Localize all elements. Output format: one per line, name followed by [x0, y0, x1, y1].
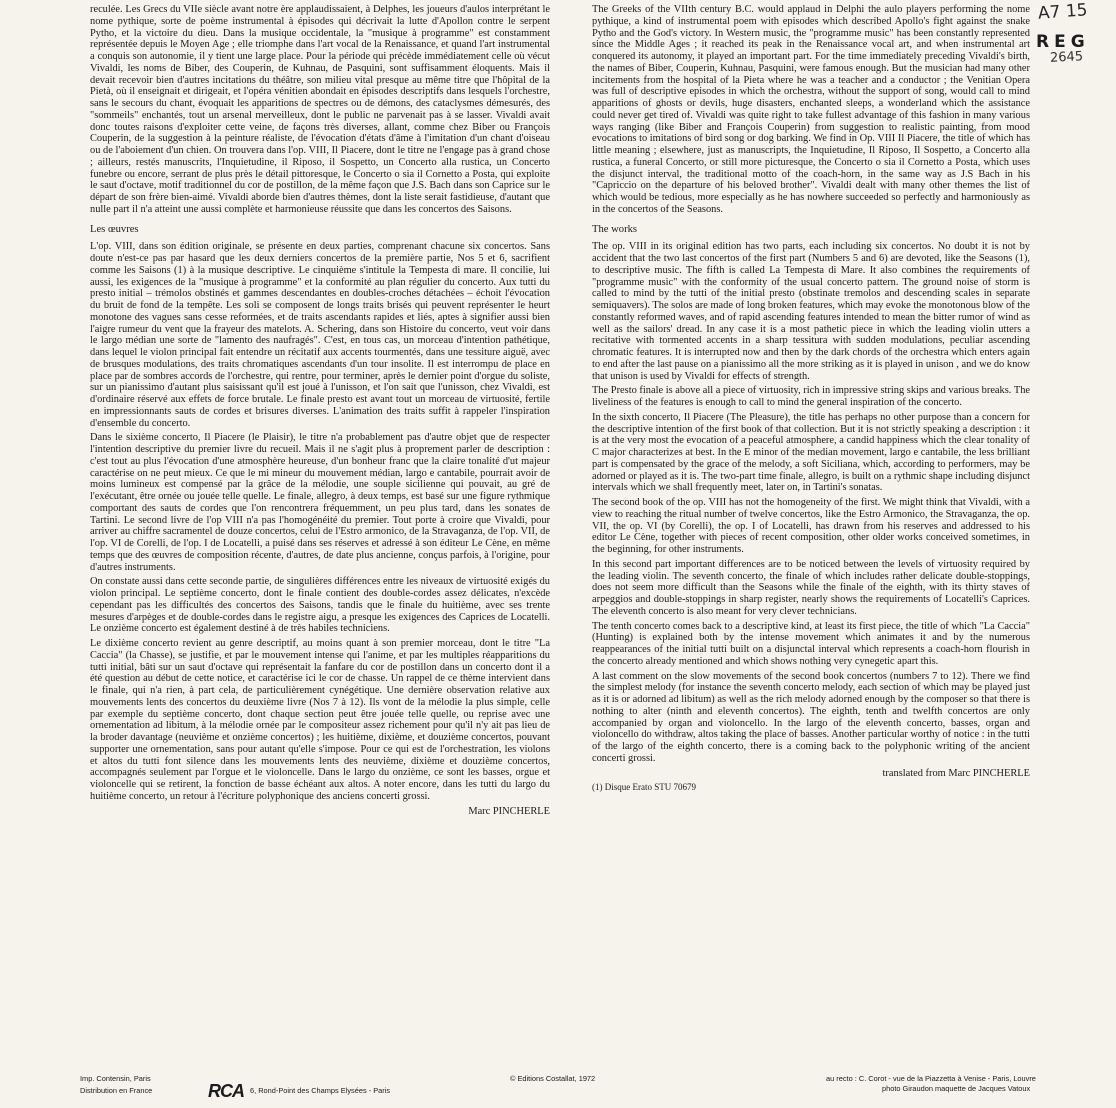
english-paragraph: A last comment on the slow movements of the second book concertos (numbers 7 to 12). There we find the simplest melody (for instance the seventh concerto melody, each section of which may be played just as it is or adorned ad libitum) as well as the rich melody adorned enough by the composer so that there is nothing to alter (ninth and eleventh concertos). The eighth, tenth and twelfth concertos are only accompanied by organ and violoncello. In the largo of the eleventh concerto, basses, organ and violoncello do withdraw, altos taking the place of basses. Another particular worthy of notice : in the tutti of the largo of the eighth concerto, there is a coming back to the polyphonic writing of the ancient concerti grossi. [592, 670, 1030, 764]
footer [0, 1072, 1116, 1106]
french-paragraph: Le dixième concerto revient au genre descriptif, au moins quant à son premier morceau, dont le titre "La Caccia" (la Chasse), se justifie, et par le mouvement intense qui l'anime, et par les multiples réapparitions du tutti initial, bâti sur un saut d'octave qui représentait la fanfare du cor de postillon dans un concerto dont il a été question au début de cette notice, et caractérise ici le cor de chasse. Un rappel de ce thème intervient dans le finale, qui n'a rien, à part cela, de particulièrement cynégétique. Une dernière observation relative aux mouvements lents des concertos du deuxième livre (Nos 7 à 12). Ils vont de la mélodie la plus simple, celle par exemple du septième concerto, dont chaque section peut être jouée telle quelle, ou reprise avec une ornementation ad libitum, à la mélodie ornée par le compositeur assez richement pour qu'il n'y ait pas lieu de la broder davantage (neuvième et onzième concertos) ; les huitième, dixième, et douzième concertos, pouvant supporter une ornementation, sans pour autant qu'elle s'impose. Pour ce qui est de l'orchestration, les violons et altos du tutti font silence dans les mouvements lents des neuvième, dixième et douzième concertos, accompagnés seulement par l'orgue et le violoncelle. Dans le largo du onzième, ce sont les basses, orgue et violoncelle qui se retirent, la fonction de basse échéant aux altos. A noter encore, dans les tutti du largo du huitième concerto, un retour à l'écriture polyphonique des anciens concerti grossi. [90, 638, 550, 802]
photo-credit: photo Giraudon maquette de Jacques Vatoux [882, 1084, 1031, 1093]
footnote: (1) Disque Erato STU 70679 [592, 782, 696, 793]
english-paragraph: The second book of the op. VIII has not the homogeneity of the first. We might think that Vivaldi, with a view to reaching the ritual number of twelve concertos, like the Estro Armonico, the Stravaganza, the op. VII, the op. VI (by Corelli), the op. I of Locatelli, has drawn from his reserves and addressed to his editor Le Cène, together with pieces of recent composition, other older works conceived sometimes, in the beginning, for other instruments. [592, 497, 1030, 555]
french-paragraph: L'op. VIII, dans son édition originale, se présente en deux parties, comprenant chacune six concertos. Sans doute n'est-ce pas par hasard que les deux derniers concertos de la première partie, Nos 5 et 6, sacrifient comme les Saisons (1) à la musique descriptive. Le cinquième s'intitule la Tempesta di mare. Il concilie, lui aussi, les exigences de la "musique à programme" et la conformité au plan régulier du concerto. Aux tutti du presto initial – trémolos obstinés et gammes descendantes en doubles-croches détachées – échoit l'évocation du bruit de fond de la tempête. Les soli se composent de longs traits brisés qui peuvent représenter le heurt monotone des vagues sans cesse reformées, et de traits ascendants rapides et liés, aptes à signifier aussi bien l'aigre rumeur du vent que la frayeur des matelots. A. Schering, dans son Histoire du concerto, veut voir dans le largo médian une sorte de "lamento des naufragés". C'est, en tous cas, un morceau d'intention pathétique, dans lequel le violon principal fait entendre un récitatif aux accents tourmentés, dans une tessiture aiguë, avec de brusques modulations, des traits chromatiques ascendants d'un tour insolite. Il est interrompu de place en place par de sombres accords de l'orchestre, qui rentre, pour terminer, après le dernier point d'orgue du soliste, sur un pianissimo d'autant plus saisissant qu'il est joué à l'unisson, et l'on sait que l'unisson, chez Vivaldi, est d'ordinaire réservé aux effets de force brutale. Le finale presto est avant tout un morceau de virtuosité, fertile en impressionnants sauts de cordes et brisures diverses. L'animation des traits suffit à rappeler l'inspiration d'ensemble du concerto. [90, 241, 550, 429]
handwritten-number: 2645 [1049, 49, 1084, 66]
english-paragraph: The op. VIII in its original edition has two parts, each including six concertos. No doubt it is not by accident that the two last concertos of the first part (Numbers 5 and 6) are devoted, like the Seasons (1), to descriptive music. The fifth is called La Tempesta di Mare. It also combines the requirements of "programme music" with the conformity of the usual concerto pattern. The ground noise of storm is called to mind by the tutti of the initial presto (obstinate tremolos and descending scales in separate semiquavers). The solos are made of long broken features, which may evoke the monotonous blow of the constantly reformed waves, and of rapid ascending features intended to mean the bitter rumor of wind as well as the sailors' dread. In any case it is a most pathetic piece in which the leading violin utters a recitative with tormented accents in a sharp tessitura with sudden modulations, peculiar ascending chromatic features. It is interrupted now and then by the dark chords of the orchestra which enters again to end after the last pause on a pianissimo all the more striking as it is played in unison , and we do know that unison is used by Vivaldi for effects of strength. [592, 241, 1030, 382]
french-heading-works: Les œuvres [90, 223, 139, 235]
english-column [592, 4, 1030, 797]
copyright: © Editions Costallat, 1972 [510, 1074, 596, 1083]
french-intro: reculée. Les Grecs du VIIe siècle avant notre ère applaudissaient, à Delphes, les joueurs d'aulos interprétant le nome pythique, sorte de poème instrumental à épisodes qui décrivait la lutte d'Apollon contre le serpent Pytho, et la victoire du dieu. Dans la musique occidentale, la "musique à programme" est constamment représentée depuis le Moyen Age ; elle triomphe dans l'art vocal de la Renaissance, et quand l'art instrumental a conquis son autonomie, il y tient une large place. Pour la période qui précède immédiatement celle où vécut Vivaldi, les noms de Biber, des Couperin, de Kuhnau, de Pasquini, sont suffisamment éloquents. Mais il devait recevoir bien d'autres incitations du théâtre, son milieu vital presque au même titre que l'hôpital de la Pietà, où il enseignait et dirigeait, et l'opéra vénitien abondait en épisodes descriptifs dans lesquels l'orchestre, sans le secours du chant, évoquait les apparitions de spectres ou de démons, des cataclysmes démesurés, des "sommeils" enchantés, tout un arsenal merveilleux, dont le public ne parvenait pas à se lasser. Vivaldi avait donc toutes raisons d'exploiter cette veine, de façons très diverses, allant, comme chez Biber ou François Couperin, de la suggestion à la peinture réaliste, de l'évocation d'états d'âme à l'imitation d'un chant d'oiseau ou de l'aboiement d'un chien. On trouvera dans l'op. VIII, Il Piacere, dont le titre ne l'engage pas à grand chose ; ailleurs, restés manuscrits, l'Inquietudine, il Riposo, il Sospetto, un Concerto alla rustica, un Concerto funebre ou encore, serrant de plus près le détail pittoresque, le Concerto o sia il Cornetto a Posta, qui exploite le saut d'octave, motif traditionnel du cor de postillon, de la même façon que J.S. Bach dans son Caprice sur le départ de son frère bien-aimé. Vivaldi aborde bien d'autres thèmes, dont la liste serait fastidieuse, d'autant que nulle part il n'a atteint une aussi complète et harmonieuse réussite que dans les concertos des Saisons. [90, 4, 550, 215]
registry-stamp: REG [1036, 32, 1090, 52]
english-paragraph: In this second part important differences are to be noticed between the levels of virtuosity required by the leading violin. The seventh concerto, the finale of which includes rather delicate double-stoppings, does not seem more difficult than the Seasons while the finale of the eighth, with its thirty staves of arpeggios and double-stoppings in sharp register, nearly shows the requirements of Locatelli's Caprices. The eleventh concerto is also meant for very clever technicians. [592, 558, 1030, 617]
english-paragraph: In the sixth concerto, Il Piacere (The Pleasure), the title has perhaps no other purpose than a concern for the descriptive intention of the first book of that collection. But it is not strictly speaking a description : it is at the very most the evocation of a peaceful atmosphere, a candid happiness which the clear tonality of C major characterizes at best. In the E minor of the median movement, largo e cantabile, the less brilliant part is compensated by the grace of the melody, a soft Siciliana, which, according to performers, may be adorned or played as it is. The two-part time finale, allegro, is built on a rythmic shape including disjunct intervals which we shall frequently meet, later on, in Tartini's sonatas. [592, 411, 1030, 494]
french-paragraph: Dans le sixième concerto, Il Piacere (le Plaisir), le titre n'a probablement pas d'autre objet que de respecter l'intention descriptive du premier livre du recueil. Mais il ne s'agit plus à proprement parler de description : c'est tout au plus l'évocation d'une atmosphère heureuse, d'un bonheur franc que la claire tonalité d'ut majeur caractérise on ne peut mieux. Ce que le mi mineur du mouvement médian, largo e cantabile, pourrait avoir de moins lumineux est compensé par la grâce de la mélodie, une souple sicilienne qui pouvait, au gré de l'exécutant, être ornée ou jouée telle quelle. Le finale, allegro, à deux temps, est basé sur une figure rythmique comportant des sauts de cordes que l'on rencontrera fréquemment, un peu plus tard, dans les sonates de Tartini. Le second livre de l'op VIII n'a pas l'homogénéité du premier. Tout porte à croire que Vivaldi, pour arriver au chiffre sacramentel de douze concertos, celui de l'Estro armonico, de la Stravaganza, de l'op. VII, de l'op. VI de Corelli, de l'op. I de Locatelli, a puisé dans ses réserves et adressé à son éditeur Le Cène, en même temps que des œuvres de composition récente, d'autres, de date plus ancienne, conçus parfois, à l'origine, pour d'autres instruments. [90, 432, 550, 573]
cover-credit: au recto : C. Corot - vue de la Piazzetta à Venise - Paris, Louvre [826, 1074, 1036, 1083]
address: 6, Rond-Point des Champs Elysées - Paris [250, 1086, 391, 1095]
rca-logo: RCA [208, 1081, 244, 1101]
distribution-label: Distribution en France [80, 1086, 153, 1095]
english-signature: translated from Marc PINCHERLE [882, 767, 1030, 779]
english-paragraph: The Presto finale is above all a piece of virtuosity, rich in impressive string skips and various breaks. The liveliness of the features is enough to call to mind the general inspiration of the concerto. [592, 385, 1030, 408]
english-intro: The Greeks of the VIIth century B.C. would applaud in Delphi the aulo players performing the nome pythique, a kind of instrumental poem with episodes which described Apollo's fight against the snake Pytho and the God's victory. In Western music, the "programme music" has been constantly represented since the Middle Ages ; it reached its peak in the Renaissance vocal art, and when instrumental art conquered its autonomy, it played an important part. For the time immediately preceding Vivaldi's birth, the names of Biber, Couperin, Kuhnau, Pasquini, were famous enough. But the musician had many other incitements from the hospital of la Pieta where he was a teacher and a conductor ; the Venitian Opera was full of descriptive episodes in which the orchestra, without the support of song, would call to mind apparitions of ghosts or devils, huge disasters, enchanted sleeps, a wonderland which the assistance could never get tired of. Vivaldi was quite right to take fullest advantage of this fashion in many various ways ranging (like Biber and François Couperin) from suggestion to realistic painting, from mood evocations to imitations of bird song or dog barking. We find in Op. VIII Il Piacere, the title of which has little meaning ; elsewhere, just as manuscripts, the Inquietudine, Il Riposo, Il Sospetto, a Concerto alla rustica, a funeral Concerto, or still more picturesque, the Concerto o sia il Cornetto a Posta, which uses the disjunct interval, the traditional motto of the coach-horn, in the same way as J.S Bach in his "Capriccio on the departure of his beloved brother". Vivaldi dealt with many other themes the list of which would be tedious, more especially as he has nowhere succeeded so perfectly and harmoniously as in the concertos of the Seasons. [592, 4, 1030, 215]
printer-credit: Imp. Contensin, Paris [80, 1074, 151, 1083]
french-column [90, 4, 550, 820]
french-paragraph: On constate aussi dans cette seconde partie, de singulières différences entre les niveaux de virtuosité exigés du violon principal. Le septième concerto, dont le finale contient des double-cordes assez délicates, n'excède cependant pas les difficultés des concertos des Saisons, tandis que le finale du huitième, avec ses trente mesures d'arpèges et de double-cordes dans le registre aigu, a presque les exigences des Caprices de Locatelli. Le onzième concerto est également destiné à de très habiles techniciens. [90, 576, 550, 635]
french-signature: Marc PINCHERLE [468, 805, 550, 817]
handwritten-note: A7 15 [1037, 0, 1089, 24]
english-paragraph: The tenth concerto comes back to a descriptive kind, at least its first piece, the title of which "La Caccia" (Hunting) is explained both by the intense movement which animates it and by the numerous reappearances of the initial tutti built on a disjunctal interval which represents a coach-horn flourish in the concerto already mentioned and which shows nothing very cynegetic apart this. [592, 620, 1030, 667]
english-heading-works: The works [592, 223, 638, 235]
